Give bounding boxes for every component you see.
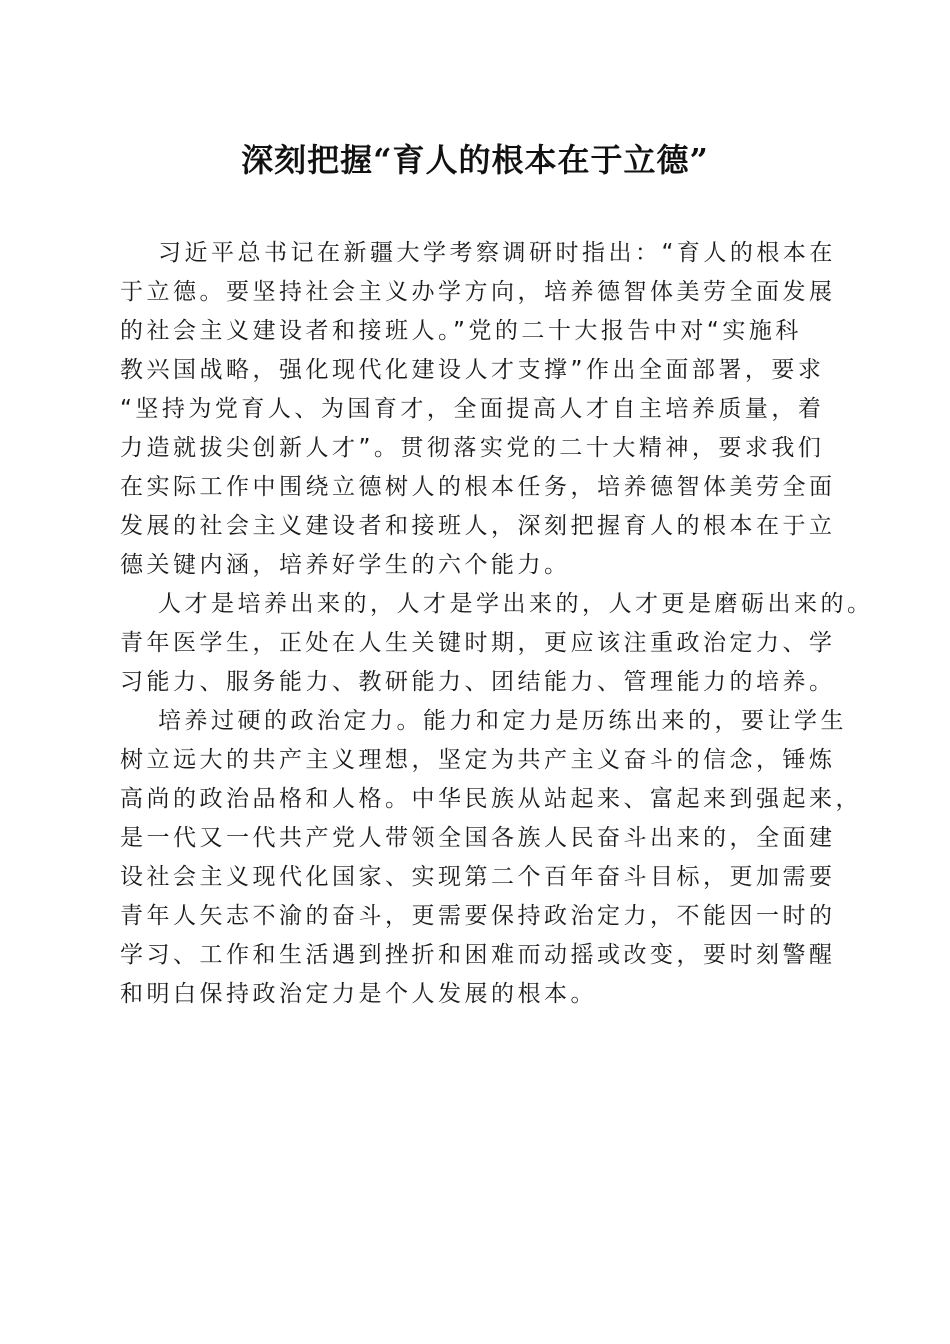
paragraph-1-line-7: 在实际工作中围绕立德树人的根本任务，培养德智体美劳全面 <box>120 474 836 500</box>
paragraph-2-line-2: 青年医学生，正处在人生关键时期，更应该注重政治定力、学 <box>120 630 836 656</box>
paragraph-2-line-1: 人才是培养出来的，人才是学出来的，人才更是磨砺出来的。 <box>158 591 874 617</box>
document-body <box>120 234 874 1014</box>
paragraph-3-line-2: 树立远大的共产主义理想，坚定为共产主义奋斗的信念，锤炼 <box>120 747 836 773</box>
paragraph-1-line-5: “坚持为党育人、为国育才，全面提高人才自主培养质量，着 <box>120 396 825 422</box>
paragraph-1-line-8: 发展的社会主义建设者和接班人，深刻把握育人的根本在于立 <box>120 513 836 539</box>
paragraph-3-line-3: 高尚的政治品格和人格。中华民族从站起来、富起来到强起来， <box>120 786 862 812</box>
paragraph-2-line-3: 习能力、服务能力、教研能力、团结能力、管理能力的培养。 <box>120 669 836 695</box>
document-title: 深刻把握“育人的根本在于立德” <box>241 141 709 179</box>
paragraph-3-line-6: 青年人矢志不渝的奋斗，更需要保持政治定力，不能因一时的 <box>120 903 836 929</box>
paragraph-3-line-7: 学习、工作和生活遇到挫折和困难而动摇或改变，要时刻警醒 <box>120 942 836 968</box>
paragraph-1-line-1: 习近平总书记在新疆大学考察调研时指出：“育人的根本在 <box>158 240 836 266</box>
paragraph-1-line-9: 德关键内涵，培养好学生的六个能力。 <box>120 552 571 578</box>
paragraph-1-line-3: 的社会主义建设者和接班人。”党的二十大报告中对“实施科 <box>120 318 802 344</box>
paragraph-1-line-2: 于立德。要坚持社会主义办学方向，培养德智体美劳全面发展 <box>120 279 836 305</box>
paragraph-3-line-8: 和明白保持政治定力是个人发展的根本。 <box>120 981 597 1007</box>
paragraph-3-line-5: 设社会主义现代化国家、实现第二个百年奋斗目标，更加需要 <box>120 864 836 890</box>
paragraph-1-line-4: 教兴国战略，强化现代化建设人才支撑”作出全面部署，要求 <box>120 357 825 383</box>
paragraph-3-line-4: 是一代又一代共产党人带领全国各族人民奋斗出来的，全面建 <box>120 825 836 851</box>
paragraph-1-line-6: 力造就拔尖创新人才”。贯彻落实党的二十大精神，要求我们 <box>120 435 825 461</box>
paragraph-3-line-1: 培养过硬的政治定力。能力和定力是历练出来的，要让学生 <box>158 708 847 734</box>
